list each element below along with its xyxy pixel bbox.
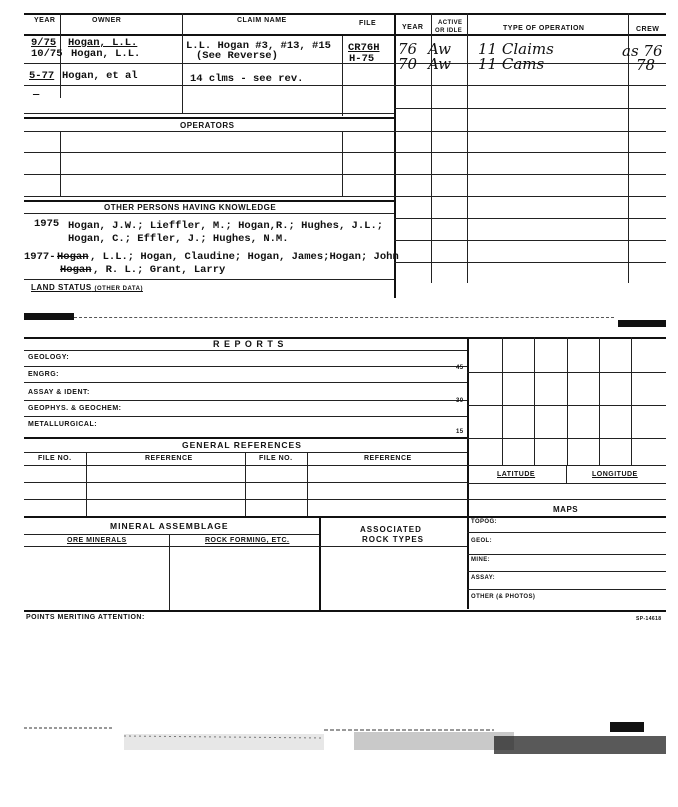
owner-row-4-year: —	[33, 89, 40, 101]
land-status-label	[31, 283, 143, 292]
maps-topog: TOPOG:	[471, 519, 497, 525]
maps-assay: ASSAY:	[471, 575, 496, 581]
header-or-idle: OR IDLE	[435, 28, 463, 34]
land-status-sub: (OTHER DATA)	[94, 286, 143, 292]
general-references-title: GENERAL REFERENCES	[182, 440, 302, 450]
owner-row-1-claim: L.L. Hogan #3, #13, #15	[186, 40, 331, 52]
knowledge-label: OTHER PERSONS HAVING KNOWLEDGE	[104, 203, 277, 212]
report-mark-30: 30	[456, 398, 464, 404]
owner-row-1-file: CR76H	[348, 42, 380, 54]
knowledge-line-2: Hogan, C.; Effler, J.; Hughes, N.M.	[68, 233, 289, 245]
owner-row-3-claim: 14 clms - see rev.	[190, 73, 304, 85]
land-status-title: LAND STATUS	[31, 283, 92, 292]
longitude-label: LONGITUDE	[592, 471, 638, 478]
redaction-mark-right	[618, 320, 666, 327]
operators-label: OPERATORS	[180, 121, 235, 130]
knowledge-year-1977: 1977-	[24, 251, 56, 263]
handwritten-year-1: 76	[398, 40, 418, 58]
maps-title: MAPS	[553, 505, 579, 514]
report-metallurgical: METALLURGICAL:	[28, 421, 98, 428]
ore-minerals-label: ORE MINERALS	[67, 537, 127, 544]
header-claim-name: CLAIM NAME	[237, 17, 287, 24]
handwritten-year-2: 70	[398, 55, 418, 73]
header-active: ACTIVE	[438, 20, 463, 26]
gen-ref-col-reference-1: REFERENCE	[145, 455, 193, 462]
handwritten-operation-2: 11 Cams	[478, 55, 545, 73]
maps-mine: MINE:	[471, 557, 490, 563]
maps-other-photos: OTHER (& PHOTOS)	[471, 594, 536, 600]
mineral-assemblage-title: MINERAL ASSEMBLAGE	[110, 521, 229, 531]
header-year: YEAR	[34, 17, 56, 24]
gen-ref-col-file-no-1: FILE NO.	[38, 455, 72, 462]
gen-ref-col-file-no-2: FILE NO.	[259, 455, 293, 462]
owner-row-3-owner: Hogan, et al	[62, 70, 138, 82]
associated-label: ASSOCIATED	[360, 525, 422, 534]
header-owner: OWNER	[92, 17, 122, 24]
owner-row-2-owner: Hogan, L.L.	[71, 48, 141, 60]
points-meriting-attention-label: POINTS MERITING ATTENTION:	[26, 614, 145, 621]
report-geology: GEOLOGY:	[28, 354, 70, 361]
gen-ref-col-reference-2: REFERENCE	[364, 455, 412, 462]
knowledge-line-4-struck: Hogan	[60, 264, 92, 276]
header-type-of-operation: TYPE OF OPERATION	[503, 25, 585, 32]
handwritten-status-1: Aw	[428, 40, 451, 58]
scan-noise-band	[24, 722, 666, 758]
owner-row-1-year: 9/75	[31, 37, 57, 49]
handwritten-crew-1: as 76	[622, 42, 663, 60]
owner-row-2-file: H-75	[349, 53, 375, 65]
report-assay-ident: ASSAY & IDENT:	[28, 389, 90, 396]
knowledge-line-3-struck: Hogan	[57, 251, 89, 263]
owner-row-1-owner: Hogan, L.L.	[68, 37, 138, 49]
report-geophys-geochem: GEOPHYS. & GEOCHEM:	[28, 405, 122, 412]
owner-row-2-claim: (See Reverse)	[196, 50, 278, 62]
handwritten-status-2: Aw	[428, 55, 451, 73]
owner-row-2-year: 10/75	[31, 48, 63, 60]
header-crew: CREW	[636, 26, 660, 33]
form-number: SP-14618	[636, 616, 662, 622]
knowledge-line-1: Hogan, J.W.; Lieffler, M.; Hogan,R.; Hughes, J.L.;	[68, 220, 384, 232]
reports-title: R E P O R T S	[213, 339, 285, 349]
report-engrg: ENGRG:	[28, 371, 59, 378]
knowledge-line-3: , L.L.; Hogan, Claudine; Hogan, James;Hogan; John	[90, 251, 399, 263]
owner-row-3-year: 5-77	[29, 70, 55, 82]
maps-geol: GEOL:	[471, 538, 492, 544]
handwritten-crew-2: 78	[636, 56, 656, 74]
rock-forming-label: ROCK FORMING, ETC.	[205, 537, 290, 544]
redaction-mark-left	[24, 313, 74, 320]
rock-types-label: ROCK TYPES	[362, 535, 425, 544]
latitude-label: LATITUDE	[497, 471, 536, 478]
handwritten-operation-1: 11 Claims	[478, 40, 554, 58]
header-file: FILE	[359, 20, 377, 27]
knowledge-line-4: , R. L.; Grant, Larry	[93, 264, 226, 276]
report-mark-45: 45	[456, 365, 464, 371]
knowledge-year-1975: 1975	[34, 218, 60, 230]
report-mark-15: 15	[456, 429, 464, 435]
header-year-2: YEAR	[402, 24, 424, 31]
